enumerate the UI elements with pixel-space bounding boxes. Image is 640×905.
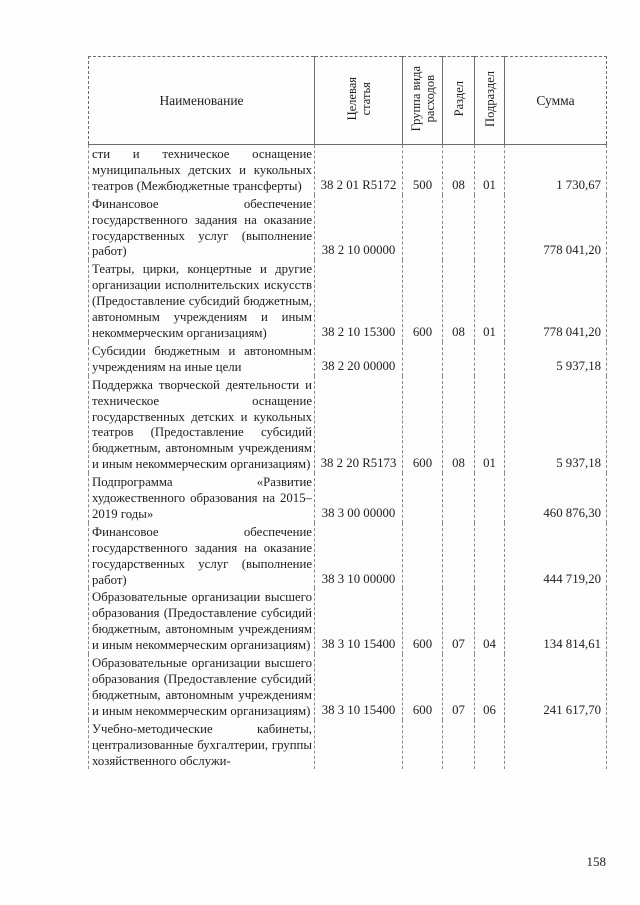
header-name-label: Наименование: [159, 92, 244, 108]
row-target-article: 38 3 10 15400: [315, 654, 403, 720]
row-target-article: 38 2 20 00000: [315, 342, 403, 376]
row-amount: 460 876,30: [505, 473, 607, 523]
row-subsection: 06: [475, 654, 505, 720]
row-name: Учебно-методические кабинеты, централизованные бухгалтерии, группы хозяйственного обслужи-: [89, 720, 315, 770]
row-section: 08: [443, 145, 475, 195]
row-expense-group: [403, 342, 443, 376]
row-expense-group: [403, 473, 443, 523]
row-section: [443, 195, 475, 261]
row-target-article: 38 2 20 R5173: [315, 376, 403, 473]
header-target-article: [315, 57, 403, 145]
header-group-line2: расходов: [422, 74, 437, 123]
row-amount: 241 617,70: [505, 654, 607, 720]
row-name: Театры, цирки, концертные и другие организации исполнительских искусств (Предоставление субсидий бюджетным, автономным учреждениям и иным некоммерческим организациям): [89, 260, 315, 342]
row-expense-group: 600: [403, 376, 443, 473]
row-name: сти и техническое оснащение муниципальных детских и кукольных театров (Межбюджетные трансферты): [89, 145, 315, 195]
header-amount-label: Сумма: [536, 92, 575, 108]
row-section: [443, 523, 475, 589]
row-expense-group: [403, 195, 443, 261]
table-header: [89, 57, 607, 145]
table-row: [89, 376, 607, 473]
row-section: [443, 473, 475, 523]
table-row: [89, 260, 607, 342]
row-target-article: [315, 720, 403, 770]
row-name: Образовательные организации высшего образования (Предоставление субсидий бюджетным, автономным учреждениям и иным некоммерческим организациям): [89, 654, 315, 720]
row-name: Поддержка творческой деятельности и техническое оснащение государственных детских и кукольных театров (Предоставление субсидий бюджетным, автономным учреждениям и иным некоммерческим организациям): [89, 376, 315, 473]
row-target-article: 38 2 10 15300: [315, 260, 403, 342]
row-amount: 778 041,20: [505, 260, 607, 342]
row-section: 08: [443, 376, 475, 473]
row-amount: 5 937,18: [505, 376, 607, 473]
page-number: 158: [586, 854, 606, 869]
header-target-line2: статья: [358, 81, 373, 116]
row-expense-group: [403, 523, 443, 589]
table-body: [89, 145, 607, 770]
row-name: Субсидии бюджетным и автономным учреждениям на иные цели: [89, 342, 315, 376]
row-expense-group: 600: [403, 260, 443, 342]
row-target-article: 38 3 00 00000: [315, 473, 403, 523]
row-subsection: [475, 473, 505, 523]
row-name: Подпрограмма «Развитие художественного образования на 2015–2019 годы»: [89, 473, 315, 523]
row-subsection: [475, 720, 505, 770]
header-subsection-label: Подраздел: [482, 70, 497, 127]
header-section-label: Раздел: [451, 80, 466, 117]
row-expense-group: 600: [403, 654, 443, 720]
header-expense-group: [403, 57, 443, 145]
row-subsection: [475, 342, 505, 376]
row-subsection: 04: [475, 588, 505, 654]
header-subsection: [475, 57, 505, 145]
row-section: [443, 342, 475, 376]
header-expense-group-label: [409, 66, 437, 131]
table-row: [89, 195, 607, 261]
row-amount: 444 719,20: [505, 523, 607, 589]
row-name: Образовательные организации высшего образования (Предоставление субсидий бюджетным, автономным учреждениям и иным некоммерческим организациям): [89, 588, 315, 654]
row-amount: 1 730,67: [505, 145, 607, 195]
row-subsection: 01: [475, 260, 505, 342]
header-amount: [505, 57, 607, 145]
row-target-article: 38 2 01 R5172: [315, 145, 403, 195]
header-group-line1: Группа вида: [408, 65, 423, 132]
budget-table: [88, 56, 607, 769]
row-subsection: [475, 195, 505, 261]
table-row: [89, 342, 607, 376]
row-amount: 5 937,18: [505, 342, 607, 376]
row-subsection: [475, 523, 505, 589]
row-subsection: 01: [475, 376, 505, 473]
header-name: [89, 57, 315, 145]
row-amount: [505, 720, 607, 770]
row-target-article: 38 3 10 15400: [315, 588, 403, 654]
row-expense-group: [403, 720, 443, 770]
row-section: 07: [443, 654, 475, 720]
row-amount: 134 814,61: [505, 588, 607, 654]
row-name: Финансовое обеспечение государственного задания на оказание государственных услуг (выполнение работ): [89, 523, 315, 589]
table-row: [89, 523, 607, 589]
row-section: 08: [443, 260, 475, 342]
row-expense-group: 500: [403, 145, 443, 195]
header-section: [443, 57, 475, 145]
table-row: [89, 473, 607, 523]
row-amount: 778 041,20: [505, 195, 607, 261]
table-row: [89, 720, 607, 770]
table-row: [89, 145, 607, 195]
row-expense-group: 600: [403, 588, 443, 654]
table-row: [89, 654, 607, 720]
row-section: [443, 720, 475, 770]
row-target-article: 38 2 10 00000: [315, 195, 403, 261]
row-name: Финансовое обеспечение государственного задания на оказание государственных услуг (выполнение работ): [89, 195, 315, 261]
header-target-line1: Целевая: [344, 76, 359, 121]
header-target-article-label: [345, 77, 373, 120]
row-target-article: 38 3 10 00000: [315, 523, 403, 589]
table-row: [89, 588, 607, 654]
row-subsection: 01: [475, 145, 505, 195]
row-section: 07: [443, 588, 475, 654]
budget-table-container: [88, 56, 606, 769]
